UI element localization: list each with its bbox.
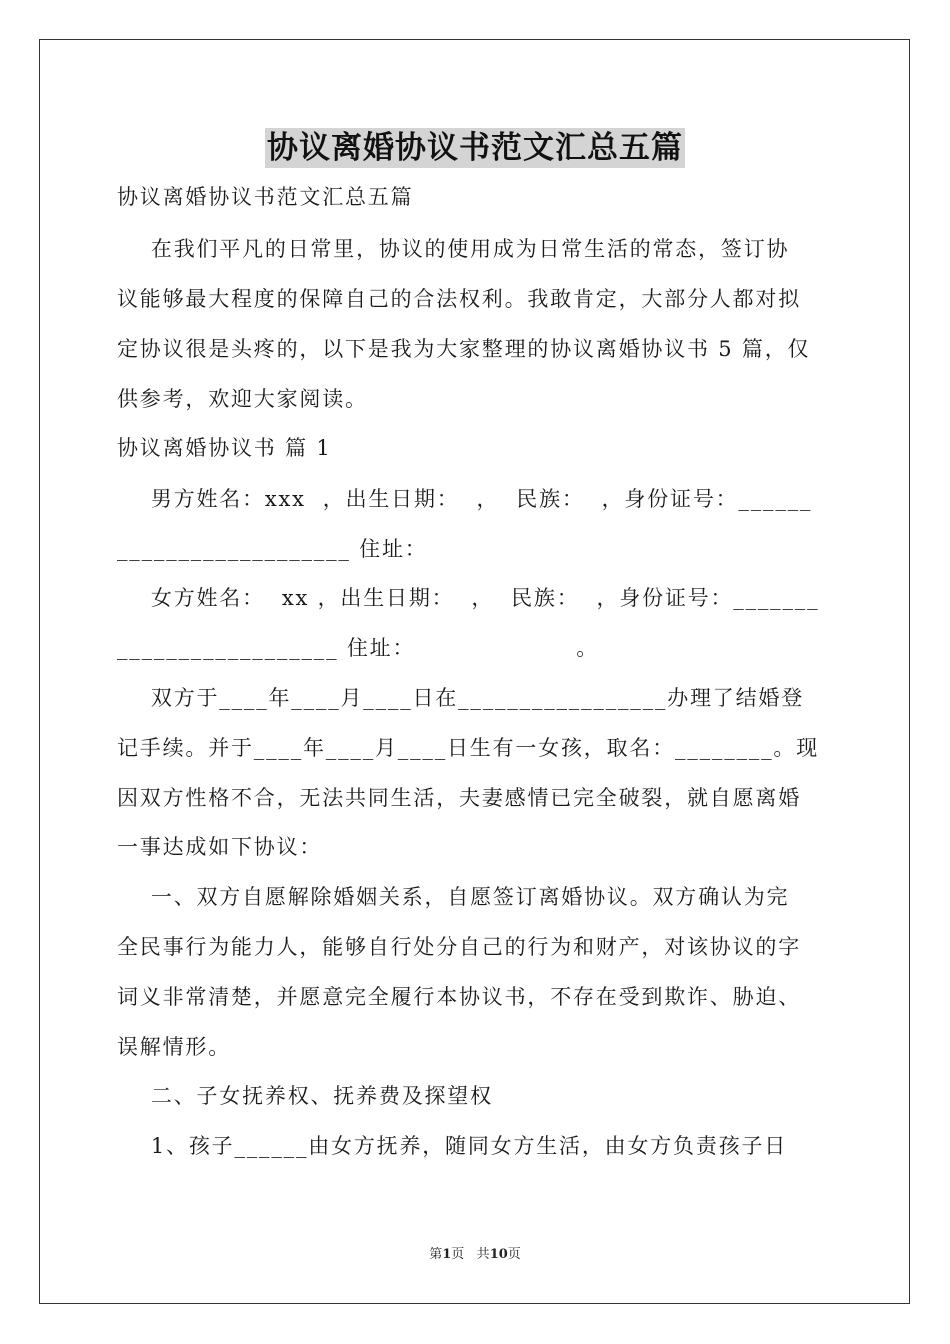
paragraph-line: 全民事行为能力人，能够自行处分自己的行为和财产，对该协议的字: [117, 935, 801, 959]
paragraph-line: 在我们平凡的日常里，协议的使用成为日常生活的常态，签订协: [117, 237, 790, 261]
subtitle-line: 协议离婚协议书范文汇总五篇: [117, 185, 414, 209]
paragraph-line: 供参考，欢迎大家阅读。: [117, 387, 368, 411]
paragraph-line: 男方姓名：xxx ，出生日期： ， 民族： ，身份证号：______: [117, 487, 813, 511]
paragraph-line: 二、子女抚养权、抚养费及探望权: [117, 1084, 493, 1108]
paragraph-line: 记手续。并于____年____月____日生有一女孩，取名：________。现: [117, 736, 819, 760]
paragraph-line: 1、孩子______由女方抚养，随同女方生活，由女方负责孩子日: [117, 1134, 788, 1158]
paragraph-line: 因双方性格不合，无法共同生活，夫妻感情已完全破裂，就自愿离婚: [117, 786, 801, 810]
paragraph-line: ___________________ 住址：: [117, 537, 428, 561]
footer-total-pages: 10: [489, 1247, 508, 1262]
paragraph-line: 误解情形。: [117, 1035, 231, 1059]
page-footer: [0, 1246, 950, 1264]
paragraph-line: 一、双方自愿解除婚姻关系，自愿签订离婚协议。双方确认为完: [117, 885, 790, 909]
section-heading: 协议离婚协议书 篇 1: [117, 436, 332, 460]
footer-page-suffix: 页: [451, 1247, 465, 1262]
document-title: 协议离婚协议书范文汇总五篇: [267, 130, 683, 166]
paragraph-line: 女方姓名： xx ，出生日期： ， 民族： ，身份证号：_______: [117, 586, 820, 610]
footer-prefix: 第: [429, 1247, 443, 1262]
footer-page-number: 1: [442, 1247, 452, 1262]
paragraph-line: 定协议很是头疼的，以下是我为大家整理的协议离婚协议书 5 篇，仅: [117, 337, 811, 361]
footer-total-suffix: 页: [507, 1247, 521, 1262]
title-wrap: [0, 128, 950, 168]
paragraph-line: 双方于____年____月____日在_________________办理了结婚登: [117, 686, 804, 710]
paragraph-line: 议能够最大程度的保障自己的合法权利。我敢肯定，大部分人都对拟: [117, 287, 801, 311]
paragraph-line: __________________ 住址： 。: [117, 636, 600, 660]
page-border: [39, 39, 910, 1304]
footer-separator: 共: [464, 1247, 490, 1262]
paragraph-line: 词义非常清楚，并愿意完全履行本协议书，不存在受到欺诈、胁迫、: [117, 985, 801, 1009]
paragraph-line: 一事达成如下协议：: [117, 835, 323, 859]
